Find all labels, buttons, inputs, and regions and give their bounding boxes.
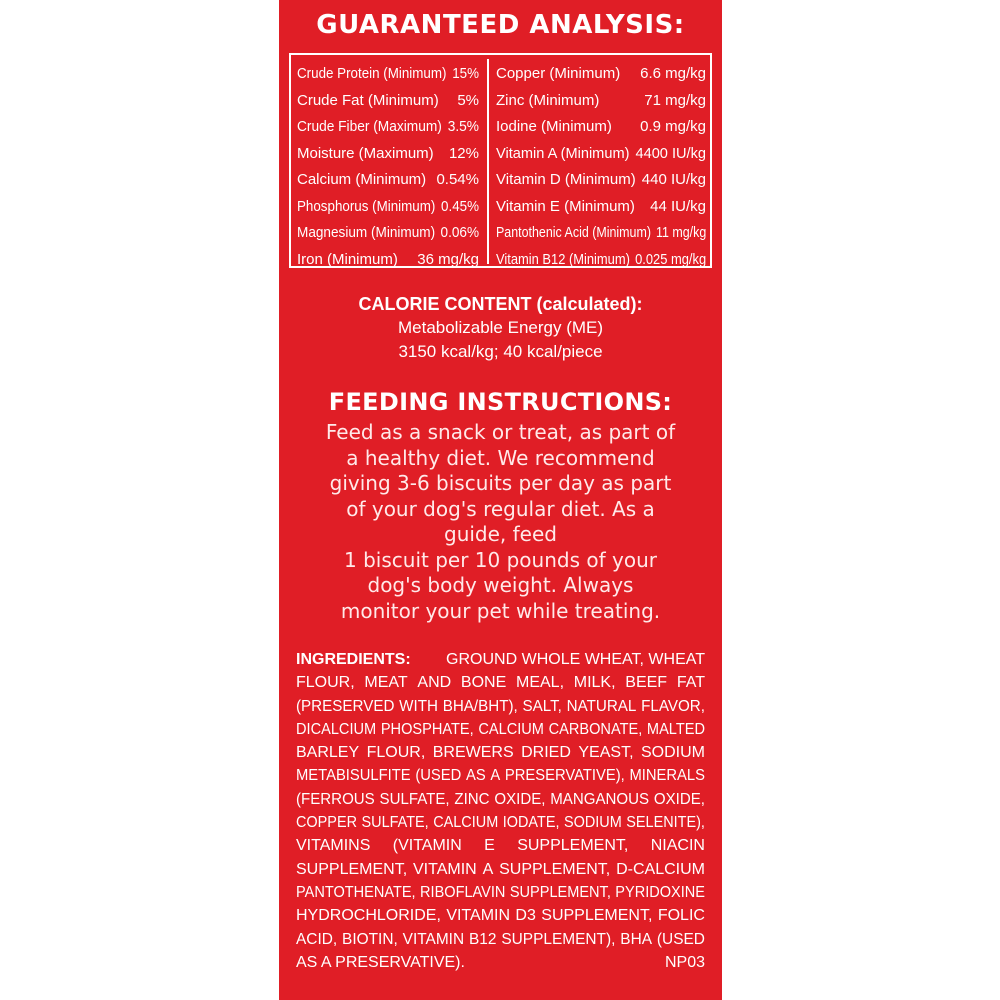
nutrient-value: 0.54%	[436, 171, 479, 188]
table-divider	[487, 59, 489, 264]
nutrient-value: 0.9 mg/kg	[640, 118, 706, 135]
ingredients-line	[296, 648, 705, 671]
feeding-line: giving 3-6 biscuits per day as part	[329, 471, 672, 495]
label-panel	[279, 0, 722, 1000]
nutrient-value: 0.025 mg/kg	[635, 250, 707, 268]
nutrient-name: Iodine (Minimum)	[496, 118, 612, 135]
nutrient-value: 11 mg/kg	[655, 224, 707, 241]
feeding-line: dog's body weight. Always	[367, 573, 634, 597]
calorie-content-title: CALORIE CONTENT (calculated):	[358, 294, 643, 314]
nutrient-name: Zinc (Minimum)	[496, 91, 600, 109]
nutrient-name: Copper (Minimum)	[496, 65, 621, 82]
nutrient-value: 3.5%	[447, 118, 479, 135]
analysis-row	[297, 88, 479, 115]
analysis-column-left	[297, 61, 479, 273]
nutrient-value: 4400 IU/kg	[635, 144, 706, 162]
feeding-instructions-title: FEEDING INSTRUCTIONS:	[328, 388, 673, 416]
ingredients-lines	[296, 671, 705, 951]
analysis-row	[297, 167, 479, 194]
nutrient-name: Vitamin B12 (Minimum)	[496, 250, 630, 268]
nutrient-name: Iron (Minimum)	[297, 250, 398, 268]
analysis-row	[496, 88, 706, 115]
guaranteed-analysis-title: GUARANTEED ANALYSIS:	[316, 10, 685, 40]
ingredients-block	[296, 648, 705, 974]
analysis-row	[297, 114, 479, 141]
analysis-row	[297, 61, 479, 88]
ingredients-line: DICALCIUM PHOSPHATE, CALCIUM CARBONATE, MALTED	[296, 720, 705, 738]
nutrient-name: Vitamin E (Minimum)	[496, 197, 635, 215]
ingredients-line: BARLEY FLOUR, BREWERS DRIED YEAST, SODIUM	[296, 744, 705, 762]
analysis-row	[297, 247, 479, 274]
analysis-row	[496, 220, 706, 247]
nutrient-name: Phosphorus (Minimum)	[297, 197, 436, 215]
analysis-column-right	[496, 61, 706, 273]
nutrient-value: 440 IU/kg	[641, 171, 706, 188]
calorie-content-line: 3150 kcal/kg; 40 kcal/piece	[398, 342, 603, 361]
calorie-content	[279, 292, 722, 364]
nutrient-name: Crude Protein (Minimum)	[297, 65, 447, 82]
nutrient-value: 15%	[452, 65, 479, 82]
ingredients-line	[296, 951, 705, 974]
nutrient-name: Moisture (Maximum)	[297, 144, 434, 162]
nutrient-value: 44 IU/kg	[650, 197, 706, 215]
ingredients-line: ACID, BIOTIN, VITAMIN B12 SUPPLEMENT), BHA (USED	[296, 930, 705, 948]
ingredients-line: HYDROCHLORIDE, VITAMIN D3 SUPPLEMENT, FOLIC	[296, 907, 705, 925]
nutrient-name: Crude Fiber (Maximum)	[297, 118, 442, 135]
feeding-line: Feed as a snack or treat, as part of	[325, 420, 676, 444]
ingredients-text: GROUND WHOLE WHEAT, WHEAT	[446, 651, 705, 668]
nutrient-value: 6.6 mg/kg	[640, 65, 706, 82]
feeding-line: monitor your pet while treating.	[340, 598, 661, 623]
ingredients-line: (FERROUS SULFATE, ZINC OXIDE, MANGANOUS OXIDE,	[296, 790, 705, 808]
feeding-line: guide, feed	[444, 522, 557, 546]
analysis-row	[297, 220, 479, 247]
nutrient-value: 0.45%	[441, 197, 479, 215]
guaranteed-analysis-table	[289, 53, 712, 268]
calorie-content-line: Metabolizable Energy (ME)	[397, 318, 604, 337]
analysis-row	[496, 167, 706, 194]
ingredients-line: (PRESERVED WITH BHA/BHT), SALT, NATURAL FLAVOR,	[296, 697, 705, 715]
analysis-row	[496, 61, 706, 88]
nutrient-name: Crude Fat (Minimum)	[297, 91, 439, 109]
nutrient-value: 0.06%	[440, 224, 480, 241]
ingredients-label: INGREDIENTS:	[296, 651, 411, 668]
nutrient-value: 36 mg/kg	[417, 250, 479, 268]
nutrient-value: 5%	[457, 91, 479, 109]
feeding-line: of your dog's regular diet. As a	[346, 496, 655, 521]
feeding-line: a healthy diet. We recommend	[346, 445, 655, 470]
nutrient-name: Vitamin A (Minimum)	[496, 144, 630, 162]
feeding-line: 1 biscuit per 10 pounds of your	[344, 547, 657, 572]
analysis-row	[297, 141, 479, 168]
nutrient-value: 12%	[448, 144, 479, 162]
analysis-row	[496, 114, 706, 141]
ingredients-line: FLOUR, MEAT AND BONE MEAL, MILK, BEEF FAT	[296, 674, 705, 692]
nutrient-name: Calcium (Minimum)	[297, 171, 427, 188]
analysis-row	[496, 194, 706, 221]
nutrient-value: 71 mg/kg	[644, 91, 706, 109]
ingredients-line: PANTOTHENATE, RIBOFLAVIN SUPPLEMENT, PYRIDOXINE	[296, 883, 705, 901]
ingredients-line: VITAMINS (VITAMIN E SUPPLEMENT, NIACIN	[296, 837, 705, 855]
analysis-row	[496, 247, 706, 274]
analysis-row	[297, 194, 479, 221]
nutrient-name: Vitamin D (Minimum)	[496, 171, 636, 188]
nutrient-name: Pantothenic Acid (Minimum)	[496, 224, 652, 241]
ingredients-line: SUPPLEMENT, VITAMIN A SUPPLEMENT, D-CALCIUM	[296, 860, 705, 878]
analysis-row	[496, 141, 706, 168]
ingredients-line: COPPER SULFATE, CALCIUM IODATE, SODIUM SELENITE),	[296, 814, 705, 832]
ingredients-text: AS A PRESERVATIVE).	[296, 953, 465, 971]
product-code: NP03	[664, 953, 705, 971]
ingredients-line: METABISULFITE (USED AS A PRESERVATIVE), MINERALS	[296, 767, 705, 785]
feeding-instructions-body	[287, 420, 714, 624]
nutrient-name: Magnesium (Minimum)	[297, 224, 436, 241]
